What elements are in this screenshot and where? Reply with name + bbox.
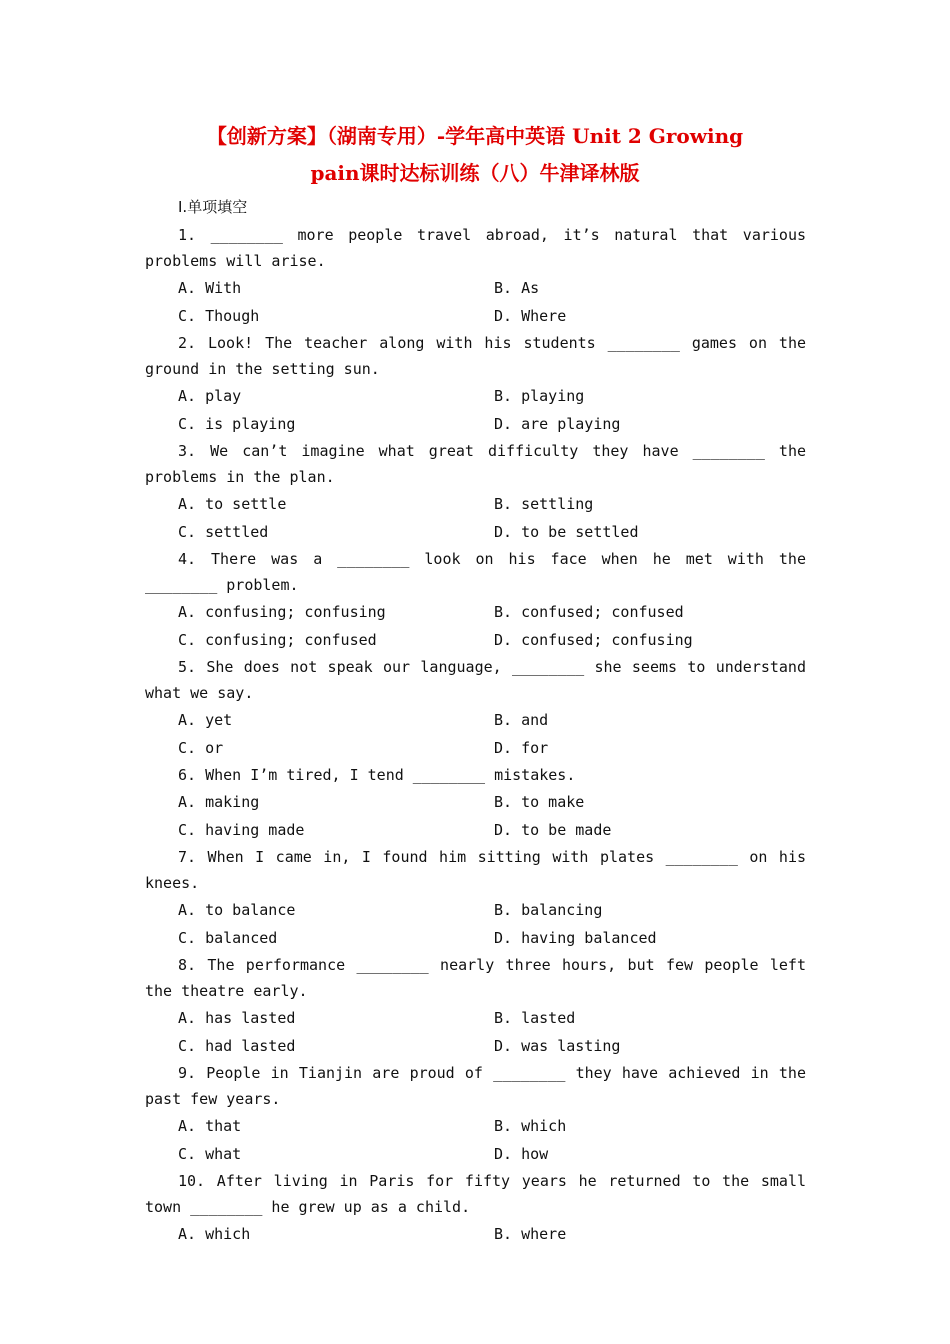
- answer-option: B. where: [494, 1225, 567, 1243]
- answer-option: A. making: [178, 793, 260, 811]
- answer-option: B. confused; confused: [494, 603, 684, 621]
- answer-option: D. confused; confusing: [494, 631, 693, 649]
- option-list: [145, 1004, 806, 1060]
- answer-option: D. how: [494, 1145, 549, 1163]
- answer-option: B. lasted: [494, 1009, 576, 1027]
- question-item: [145, 330, 806, 438]
- answer-option: B. to make: [494, 793, 585, 811]
- question-stem: 4. There was a ________ look on his face when he met with the ________ problem.: [145, 550, 806, 594]
- answer-option: C. or: [178, 739, 224, 757]
- document-title-line-2: pain课时达标训练（八）牛津译林版: [310, 161, 640, 185]
- question-stem: 2. Look! The teacher along with his students ________ games on the ground in the setting sun.: [145, 334, 806, 378]
- question-stem: 8. The performance ________ nearly three hours, but few people left the theatre early.: [145, 956, 806, 1000]
- question-stem: 7. When I came in, I found him sitting with plates ________ on his knees.: [145, 848, 806, 892]
- question-item: [145, 546, 806, 654]
- answer-option: A. which: [178, 1225, 251, 1243]
- answer-option: C. is playing: [178, 415, 296, 433]
- question-stem: 9. People in Tianjin are proud of ________ they have achieved in the past few years.: [145, 1064, 806, 1108]
- answer-option: C. what: [178, 1145, 242, 1163]
- answer-option: C. Though: [178, 307, 260, 325]
- answer-option: C. having made: [178, 821, 305, 839]
- answer-option: A. to settle: [178, 495, 287, 513]
- answer-option: C. balanced: [178, 929, 278, 947]
- question-item: [145, 952, 806, 1060]
- exercise-content: [145, 194, 806, 1248]
- question-item: [145, 654, 806, 762]
- answer-option: A. With: [178, 279, 242, 297]
- option-list: [145, 1220, 806, 1248]
- option-list: [145, 706, 806, 762]
- question-item: [145, 1168, 806, 1248]
- question-stem: 5. She does not speak our language, ________ she seems to understand what we say.: [145, 658, 806, 702]
- answer-option: C. had lasted: [178, 1037, 296, 1055]
- answer-option: B. settling: [494, 495, 594, 513]
- question-item: [145, 844, 806, 952]
- question-item: [145, 438, 806, 546]
- option-list: [145, 1112, 806, 1168]
- answer-option: D. to be settled: [494, 523, 639, 541]
- answer-option: D. Where: [494, 307, 567, 325]
- answer-option: D. are playing: [494, 415, 621, 433]
- document-title-line-1: 【创新方案】（湖南专用）-学年高中英语 Unit 2 Growing: [206, 124, 744, 148]
- section-heading: Ⅰ.单项填空: [178, 198, 248, 216]
- answer-option: B. and: [494, 711, 549, 729]
- option-list: [145, 598, 806, 654]
- answer-option: A. has lasted: [178, 1009, 296, 1027]
- option-list: [145, 382, 806, 438]
- option-list: [145, 896, 806, 952]
- answer-option: B. balancing: [494, 901, 603, 919]
- answer-option: A. play: [178, 387, 242, 405]
- answer-option: B. As: [494, 279, 540, 297]
- question-stem: 3. We can’t imagine what great difficulty they have ________ the problems in the plan.: [145, 442, 806, 486]
- question-stem: 10. After living in Paris for fifty years he returned to the small town ________ he grew up as a child.: [145, 1172, 806, 1216]
- answer-option: D. was lasting: [494, 1037, 621, 1055]
- answer-option: A. that: [178, 1117, 242, 1135]
- answer-option: B. which: [494, 1117, 567, 1135]
- question-list: [145, 222, 806, 1248]
- question-item: [145, 1060, 806, 1168]
- option-list: [145, 490, 806, 546]
- question-item: [145, 222, 806, 330]
- answer-option: A. confusing; confusing: [178, 603, 386, 621]
- option-list: [145, 788, 806, 844]
- question-stem: 6. When I’m tired, I tend ________ mistakes.: [178, 766, 576, 784]
- answer-option: C. settled: [178, 523, 269, 541]
- answer-option: C. confusing; confused: [178, 631, 377, 649]
- answer-option: A. to balance: [178, 901, 296, 919]
- question-item: [145, 762, 806, 844]
- answer-option: B. playing: [494, 387, 585, 405]
- answer-option: A. yet: [178, 711, 233, 729]
- answer-option: D. for: [494, 739, 549, 757]
- answer-option: D. to be made: [494, 821, 612, 839]
- question-stem: 1. ________ more people travel abroad, it’s natural that various problems will arise.: [145, 226, 806, 270]
- option-list: [145, 274, 806, 330]
- answer-option: D. having balanced: [494, 929, 657, 947]
